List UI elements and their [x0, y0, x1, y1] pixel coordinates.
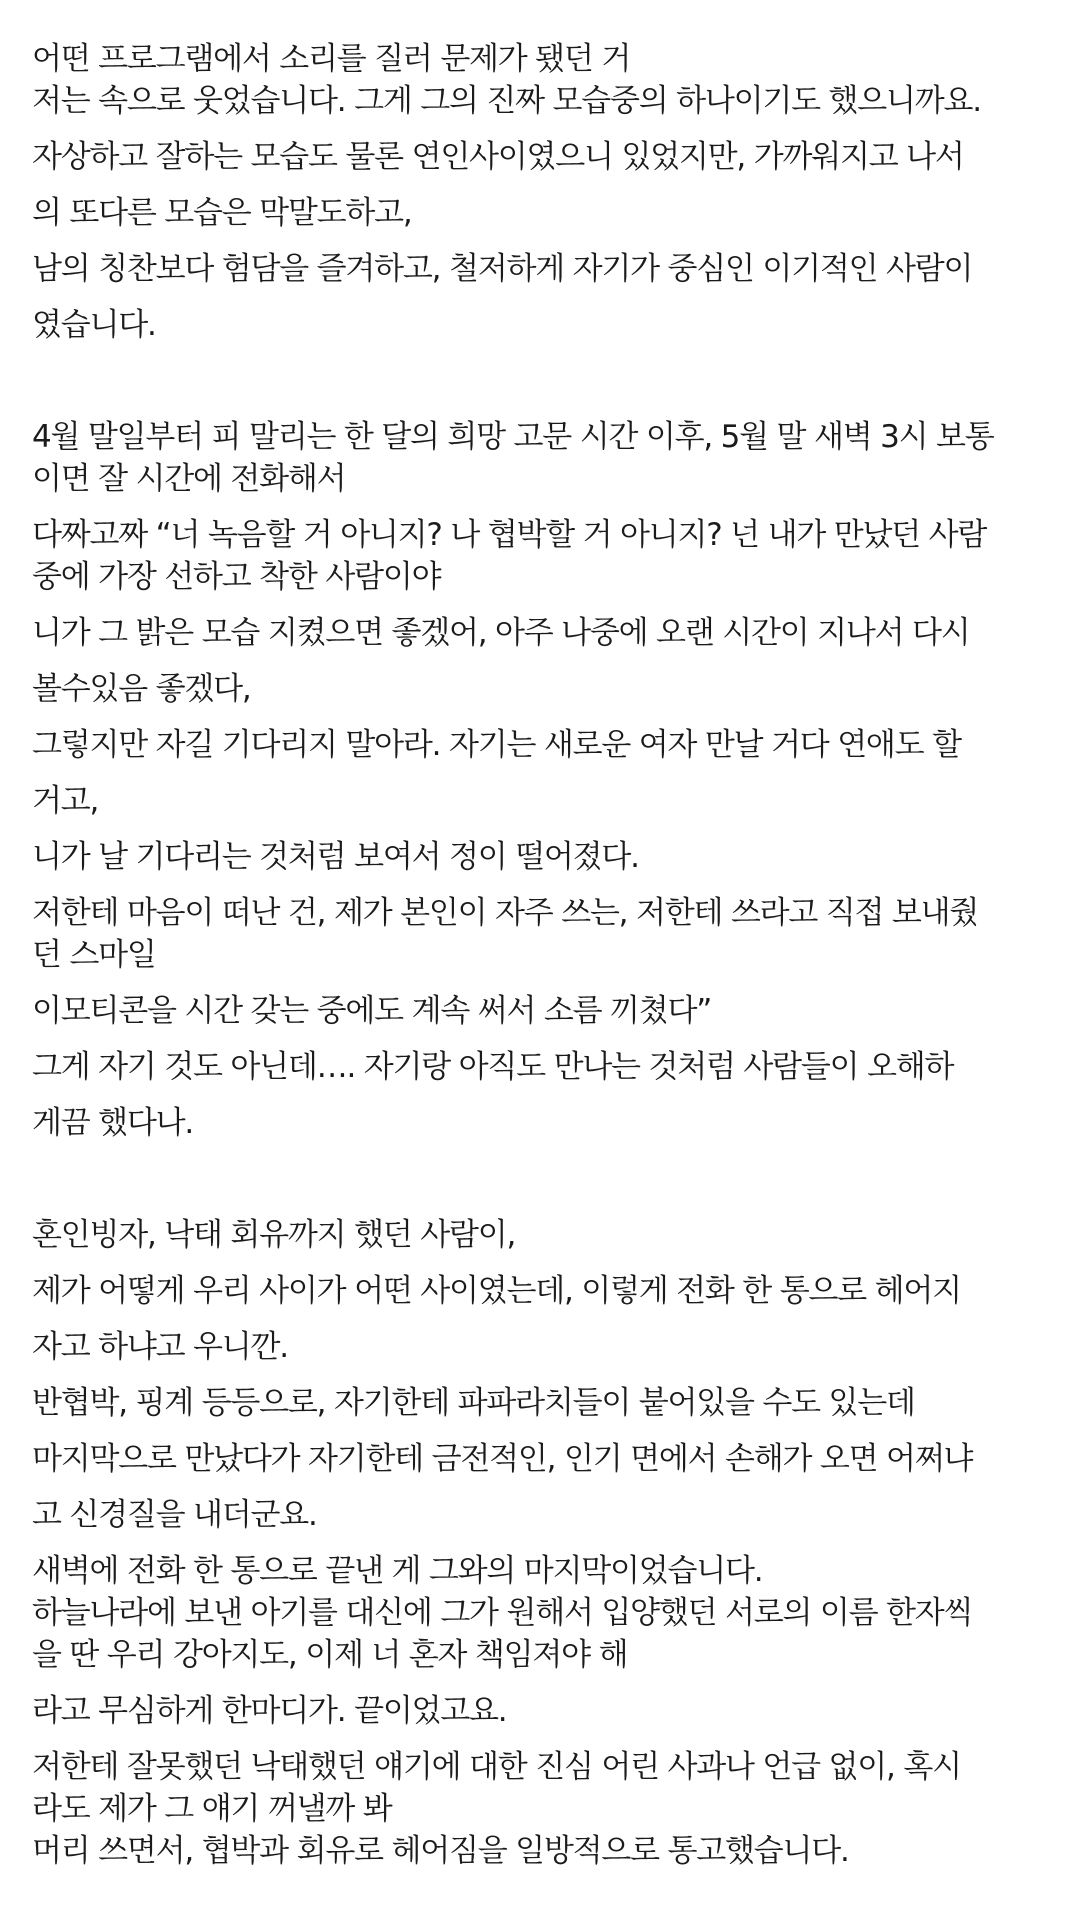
text-line: 게끔 했다나.	[32, 1105, 194, 1141]
text-line: 반협박, 핑계 등등으로, 자기한테 파파라치들이 붙어있을 수도 있는데	[32, 1385, 915, 1421]
text-line: 이면 잘 시간에 전화해서	[32, 461, 346, 497]
text-line: 다짜고짜 “너 녹음할 거 아니지? 나 협박할 거 아니지? 넌 내가 만났던 사람	[32, 517, 987, 553]
text-line: 의 또다른 모습은 막말도하고,	[32, 195, 412, 231]
text-line: 이모티콘을 시간 갖는 중에도 계속 써서 소름 끼쳤다”	[32, 993, 712, 1029]
text-line: 새벽에 전화 한 통으로 끝낸 게 그와의 마지막이었습니다.	[32, 1553, 763, 1589]
text-line: 저한테 잘못했던 낙태했던 얘기에 대한 진심 어린 사과나 언급 없이, 혹시	[32, 1749, 961, 1785]
text-line: 4월 말일부터 피 말리는 한 달의 희망 고문 시간 이후, 5월 말 새벽 3시 보통	[32, 419, 994, 455]
text-line: 라고 무심하게 한마디가. 끝이었고요.	[32, 1693, 507, 1729]
text-line: 거고,	[32, 783, 99, 819]
text-line: 을 딴 우리 강아지도, 이제 너 혼자 책임져야 해	[32, 1637, 628, 1673]
text-line: 그렇지만 자길 기다리지 말아라. 자기는 새로운 여자 만날 거다 연애도 할	[32, 727, 961, 763]
text-line: 저한테 마음이 떠난 건, 제가 본인이 자주 쓰는, 저한테 쓰라고 직접 보내줬	[32, 895, 979, 931]
text-line: 머리 쓰면서, 협박과 회유로 헤어짐을 일방적으로 통고했습니다.	[32, 1833, 849, 1869]
text-line: 그게 자기 것도 아닌데…. 자기랑 아직도 만나는 것처럼 사람들이 오해하	[32, 1049, 954, 1085]
text-line: 어떤 프로그램에서 소리를 질러 문제가 됐던 거	[32, 41, 631, 77]
text-line: 볼수있음 좋겠다,	[32, 671, 251, 707]
text-line: 라도 제가 그 얘기 꺼낼까 봐	[32, 1791, 392, 1827]
text-line: 자상하고 잘하는 모습도 물론 연인사이였으니 있었지만, 가까워지고 나서	[32, 139, 964, 175]
text-line: 고 신경질을 내더군요.	[32, 1497, 317, 1533]
text-line: 마지막으로 만났다가 자기한테 금전적인, 인기 면에서 손해가 오면 어쩌냐	[32, 1441, 973, 1477]
text-line: 니가 날 기다리는 것처럼 보여서 정이 떨어졌다.	[32, 839, 639, 875]
text-line: 제가 어떻게 우리 사이가 어떤 사이였는데, 이렇게 전화 한 통으로 헤어지	[32, 1273, 961, 1309]
text-line: 혼인빙자, 낙태 회유까지 했던 사람이,	[32, 1217, 516, 1253]
text-line: 자고 하냐고 우니깐.	[32, 1329, 288, 1365]
text-line: 하늘나라에 보낸 아기를 대신에 그가 원해서 입양했던 서로의 이름 한자씩	[32, 1595, 973, 1631]
text-line: 남의 칭찬보다 험담을 즐겨하고, 철저하게 자기가 중심인 이기적인 사람이	[32, 251, 973, 287]
text-line: 였습니다.	[32, 307, 156, 343]
text-line: 던 스마일	[32, 937, 156, 973]
text-line: 중에 가장 선하고 착한 사람이야	[32, 559, 441, 595]
document-body	[32, 38, 1067, 1872]
text-line: 니가 그 밝은 모습 지켰으면 좋겠어, 아주 나중에 오랜 시간이 지나서 다시	[32, 615, 970, 651]
text-line: 저는 속으로 웃었습니다. 그게 그의 진짜 모습중의 하나이기도 했으니까요.	[32, 83, 981, 119]
